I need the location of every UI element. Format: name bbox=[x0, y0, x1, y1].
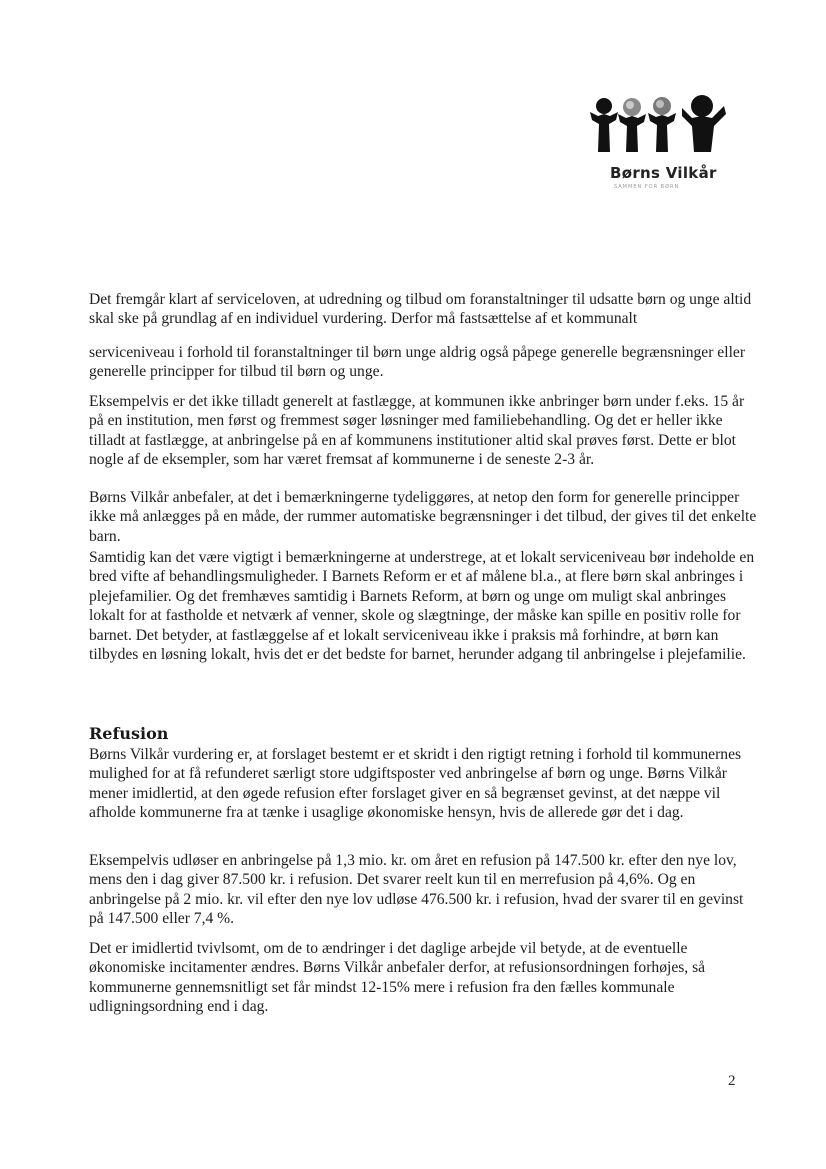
section-paragraph: Eksempelvis udløser en anbringelse på 1,3 mio. kr. om året en refusion på 147.500 kr. efter den nye lov, mens den i dag giver 87.500 kr. i refusion. Det svarer reelt kun til en merrefusion på 4,6%. Og en anbringelse på 2 mio. kr. vil efter den nye lov udløse 476.500 kr. i refusion, hvad der svarer til en gevinst på 147.500 eller 7,4 %. bbox=[89, 852, 744, 928]
logo-tagline: SAMMEN FOR BØRN bbox=[614, 184, 680, 190]
section-paragraph: Børns Vilkår vurdering er, at forslaget bestemt er et skridt i den rigtigt retning i forhold til kommunernes mulighed for at få refunderet særligt store udgiftsposter ved anbringelse af børn og unge. Børns Vilkår mener imidlertid, at den øgede refusion efter forslaget giver en så begrænset gevinst, at det næppe vil afholde kommunerne fra at tænke i usaglige økonomiske hensyn, hvis de allerede gør det i dag. bbox=[89, 746, 742, 822]
body-paragraph: Det fremgår klart af serviceloven, at udredning og tilbud om foranstaltninger til udsatte børn og unge altid skal ske på grundlag af en individuel vurdering. Derfor må fastsættelse af et kommunalt bbox=[89, 291, 752, 328]
organization-logo bbox=[590, 94, 730, 204]
page-number: 2 bbox=[728, 1073, 736, 1089]
body-paragraph: serviceniveau i forhold til foranstaltninger til børn unge aldrig også påpege generelle begrænsninger eller generelle principper for tilbud til børn og unge. bbox=[89, 344, 746, 381]
section-heading: Refusion bbox=[89, 724, 169, 743]
logo-wordmark: Børns Vilkår bbox=[610, 164, 717, 182]
body-paragraph: Børns Vilkår anbefaler, at det i bemærkningerne tydeliggøres, at netop den form for generelle principper ikke må anlægges på en måde, der rummer automatiske begrænsninger i det tilbud, der gives til det enkelte barn. bbox=[89, 489, 757, 545]
body-paragraph: Eksempelvis er det ikke tilladt generelt at fastlægge, at kommunen ikke anbringer børn under f.eks. 15 år på en institution, men først og fremmest søger løsninger med familiebehandling. Og det er heller ikke tilladt at fastlægge, at anbringelse på en af kommunens institutioner altid skal prøves først. Dette er blot nogle af de eksempler, som har været fremsat af kommunerne i de seneste 2-3 år. bbox=[89, 393, 745, 469]
body-paragraph: Samtidig kan det være vigtigt i bemærkningerne at understrege, at et lokalt serviceniveau bør indeholde en bred vifte af behandlingsmuligheder. I Barnets Reform er et af målene bl.a., at flere børn skal anbringes i plejefamilier. Og det fremhæves samtidig i Barnets Reform, at børn og unge om muligt skal anbringes lokalt for at fastholde et netværk af venner, skole og slægtninge, der måske kan spille en positiv rolle for barnet. Det betyder, at fastlæggelse af et lokalt serviceniveau ikke i praksis må forhindre, at børn kan tilbydes en løsning lokalt, hvis det er det bedste for barnet, herunder adgang til anbringelse i plejefamilie. bbox=[89, 549, 755, 664]
children-figures-logo-icon bbox=[590, 94, 730, 162]
section-paragraph: Det er imidlertid tvivlsomt, om de to ændringer i det daglige arbejde vil betyde, at de eventuelle økonomiske incitamenter ændres. Børns Vilkår anbefaler derfor, at refusionsordningen forhøjes, så kommunerne gennemsnitligt set får mindst 12-15% mere i refusion fra den fælles kommunale udligningsordning end i dag. bbox=[89, 940, 706, 1016]
